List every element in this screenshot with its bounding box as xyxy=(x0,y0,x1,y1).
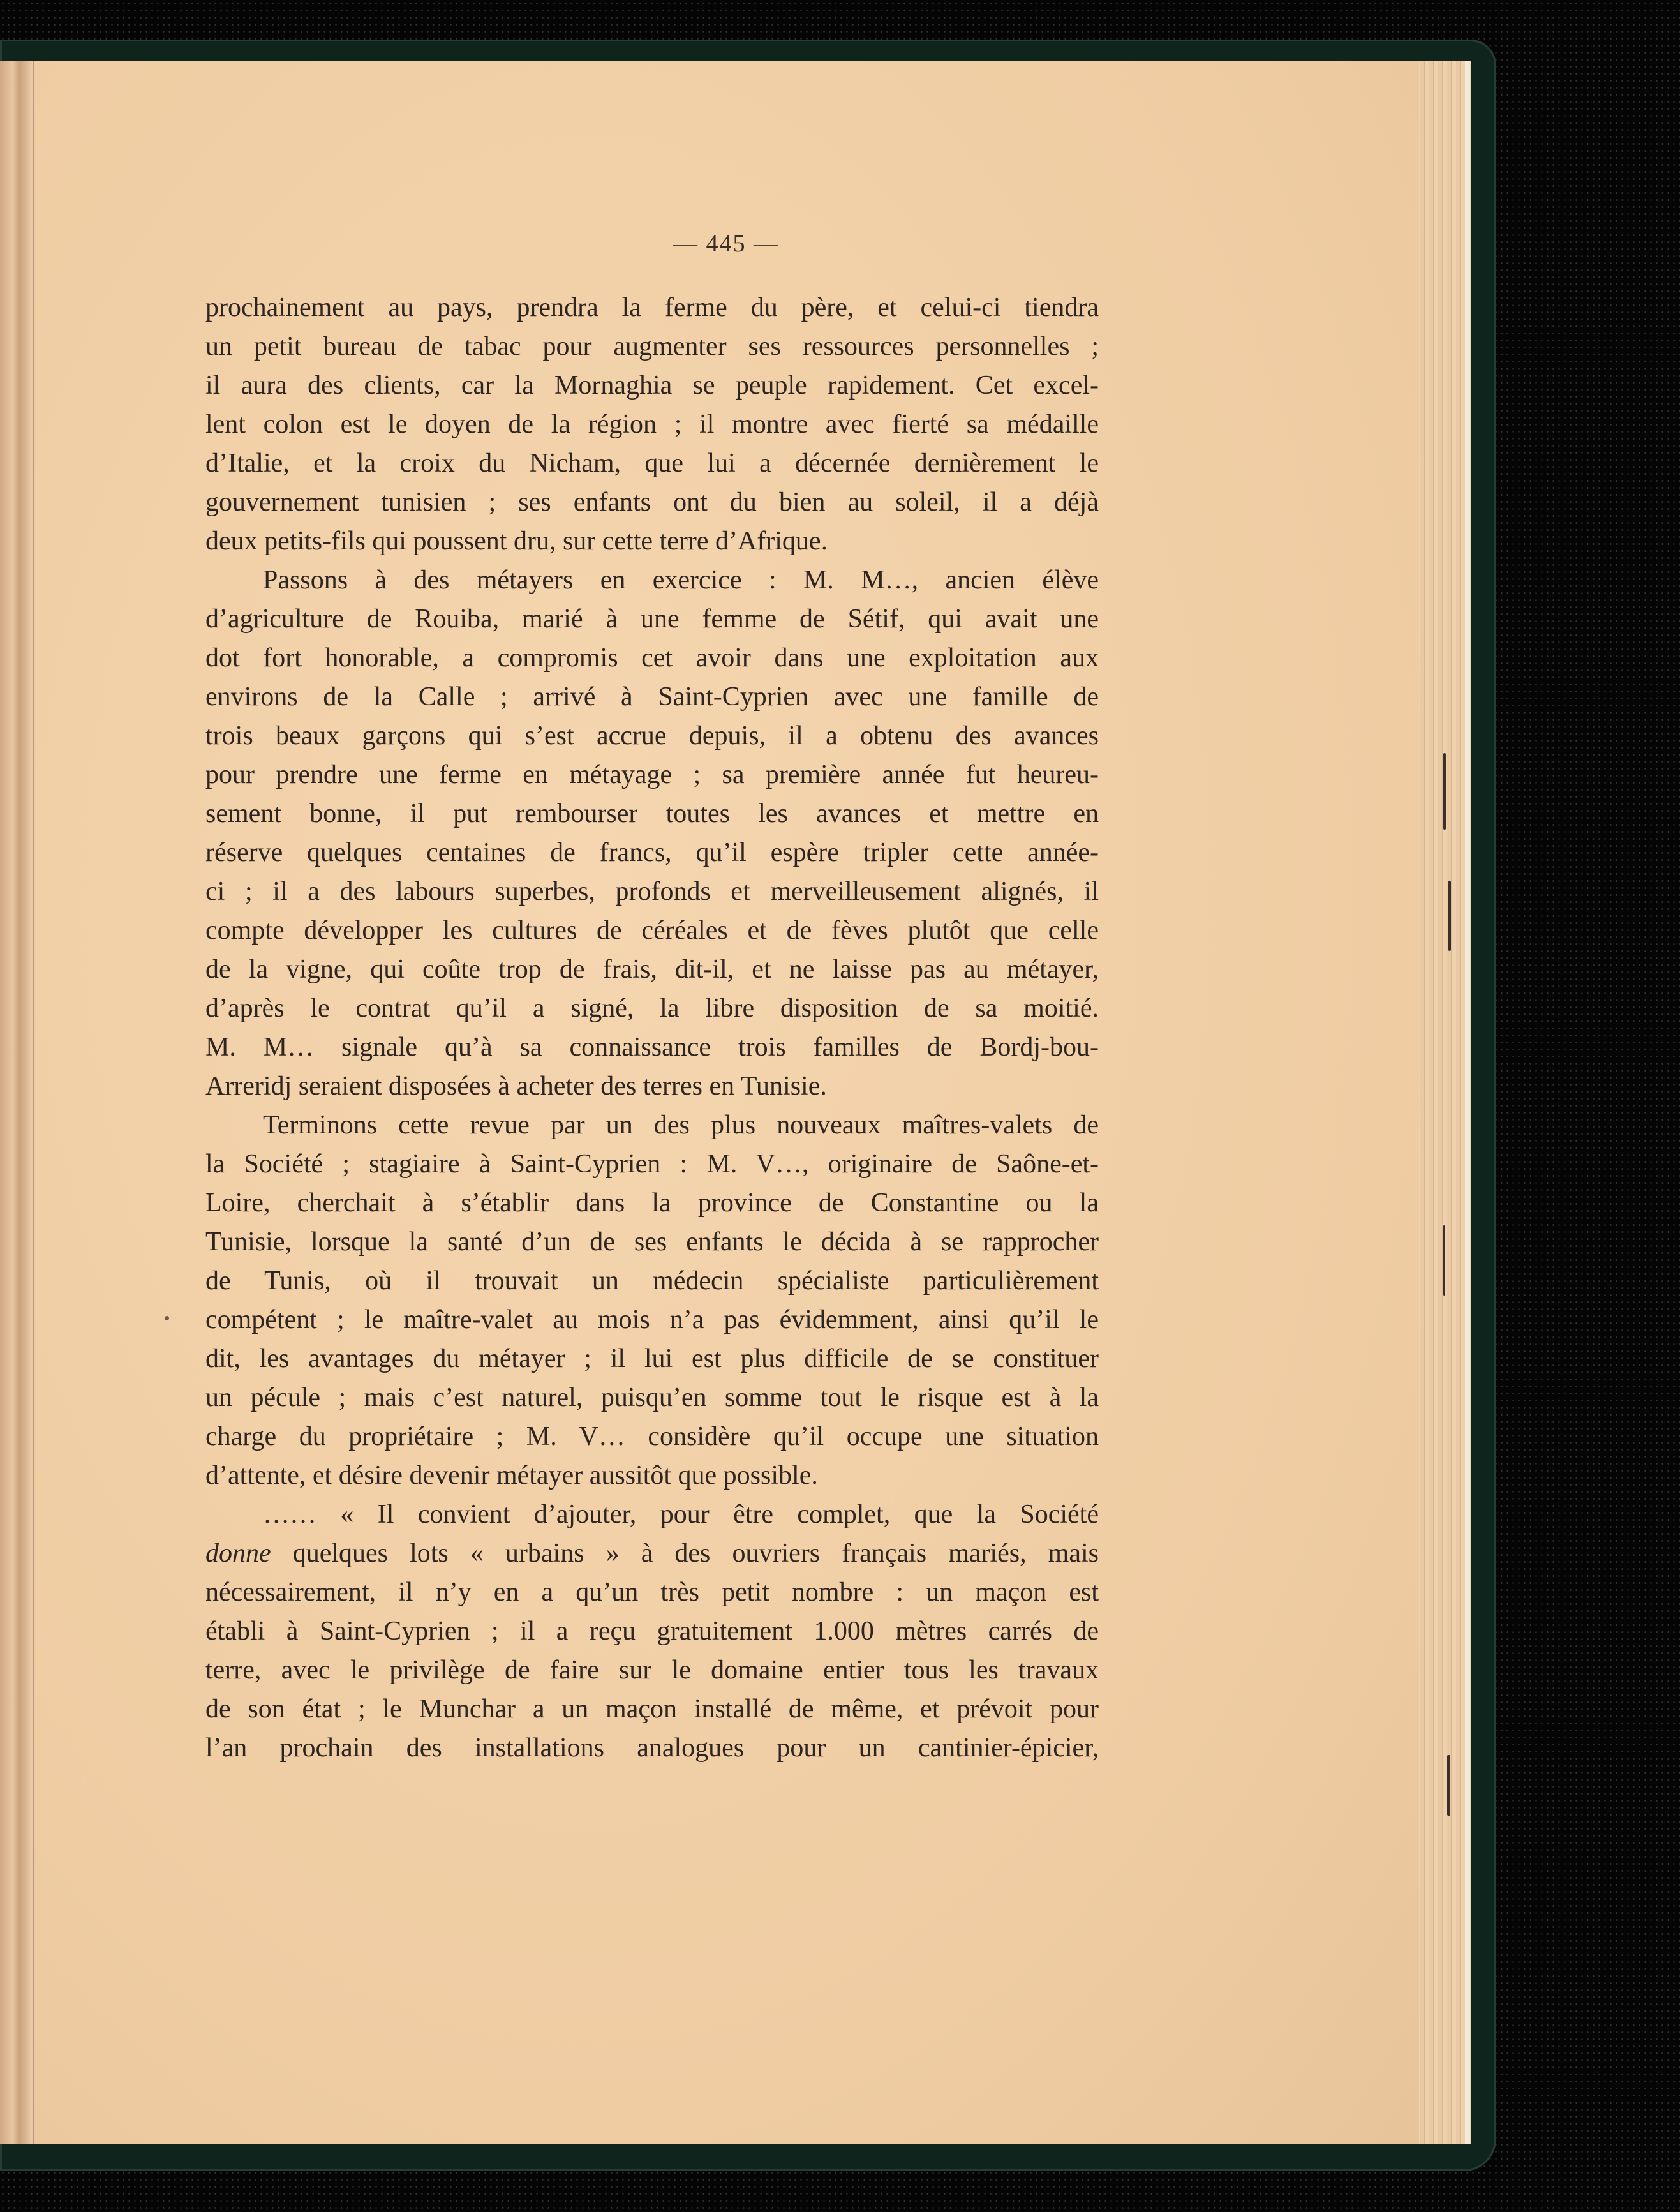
text-line: un pécule ; mais c’est naturel, puisqu’en somme tout le risque est à la xyxy=(205,1383,1099,1412)
text-line xyxy=(205,1534,1099,1573)
text-line: sement bonne, il put rembourser toutes les avances et mettre en xyxy=(205,799,1099,828)
text-line: charge du propriétaire ; M. V… considère qu’il occupe une situation xyxy=(205,1422,1099,1451)
text-line: gouvernement tunisien ; ses enfants ont du bien au soleil, il a déjà xyxy=(205,488,1099,517)
text-line: de la vigne, qui coûte trop de frais, dit-il, et ne laisse pas au métayer, xyxy=(205,955,1099,984)
text-line: un petit bureau de tabac pour augmenter ses ressources personnelles ; xyxy=(205,332,1099,361)
paragraph-start: …… « Il convient d’ajouter, pour être complet, que la Société xyxy=(263,1500,1099,1529)
text-line: M. M… signale qu’à sa connaissance trois familles de Bordj-bou- xyxy=(205,1033,1099,1062)
italic-word: donne xyxy=(205,1539,271,1568)
text-line: prochainement au pays, prendra la ferme du père, et celui-ci tiendra xyxy=(205,293,1099,322)
text-line: compte développer les cultures de céréales et de fèves plutôt que celle xyxy=(205,916,1099,945)
text-line: dot fort honorable, a compromis cet avoir dans une exploitation aux xyxy=(205,643,1099,673)
text-line: terre, avec le privilège de faire sur le domaine entier tous les travaux xyxy=(205,1655,1099,1685)
text-line: lent colon est le doyen de la région ; il montre avec fierté sa médaille xyxy=(205,410,1099,439)
text-line: Tunisie, lorsque la santé d’un de ses enfants le décida à se rapprocher xyxy=(205,1227,1099,1257)
text-line: d’Italie, et la croix du Nicham, que lui a décernée dernièrement le xyxy=(205,449,1099,478)
text-line: dit, les avantages du métayer ; il lui est plus difficile de se constituer xyxy=(205,1344,1099,1373)
text-line: ci ; il a des labours superbes, profonds et merveilleusement alignés, il xyxy=(205,877,1099,906)
text-line: de son état ; le Munchar a un maçon installé de même, et prévoit pour xyxy=(205,1694,1099,1724)
text-line: d’après le contrat qu’il a signé, la libre disposition de sa moitié. xyxy=(205,994,1099,1023)
text-line: il aura des clients, car la Mornaghia se peuple rapidement. Cet excel- xyxy=(205,371,1099,400)
text-line: compétent ; le maître-valet au mois n’a pas évidemment, ainsi qu’il le xyxy=(205,1305,1099,1334)
page-gutter xyxy=(0,61,34,2144)
text-line: deux petits-fils qui poussent dru, sur cette terre d’Afrique. xyxy=(205,527,828,556)
fore-edge-mark xyxy=(1443,1225,1445,1296)
page-edge xyxy=(1465,61,1470,2144)
text-line: nécessairement, il n’y en a qu’un très petit nombre : un maçon est xyxy=(205,1578,1099,1607)
text-line: établi à Saint-Cyprien ; il a reçu gratuitement 1.000 mètres carrés de xyxy=(205,1617,1099,1646)
text-line: trois beaux garçons qui s’est accrue depuis, il a obtenu des avances xyxy=(205,721,1099,751)
text-line-rest: quelques lots « urbains » à des ouvriers français mariés, mais xyxy=(271,1539,1099,1568)
fore-edge-mark xyxy=(1448,881,1451,951)
fore-edge-mark xyxy=(1447,1755,1450,1816)
text-line: de Tunis, où il trouvait un médecin spécialiste particulièrement xyxy=(205,1266,1099,1296)
text-line: Loire, cherchait à s’établir dans la province de Constantine ou la xyxy=(205,1188,1099,1218)
text-line: l’an prochain des installations analogues pour un cantinier-épicier, xyxy=(205,1733,1099,1763)
text-line: d’agriculture de Rouiba, marié à une femme de Sétif, qui avait une xyxy=(205,604,1099,634)
paragraph-start: Terminons cette revue par un des plus nouveaux maîtres-valets de xyxy=(263,1110,1099,1140)
text-line: Arreridj seraient disposées à acheter des terres en Tunisie. xyxy=(205,1072,827,1101)
text-line: la Société ; stagiaire à Saint-Cyprien : M. V…, originaire de Saône-et- xyxy=(205,1149,1099,1179)
text-line: réserve quelques centaines de francs, qu’il espère tripler cette année- xyxy=(205,838,1099,867)
page-number: — 445 — xyxy=(673,230,779,257)
text-line: pour prendre une ferme en métayage ; sa première année fut heureu- xyxy=(205,760,1099,789)
body-text xyxy=(205,288,1099,1768)
text-line: d’attente, et désire devenir métayer aussitôt que possible. xyxy=(205,1461,818,1490)
margin-mark xyxy=(165,1316,169,1320)
paragraph-start: Passons à des métayers en exercice : M. M…, ancien élève xyxy=(263,565,1099,595)
text-line: environs de la Calle ; arrivé à Saint-Cyprien avec une famille de xyxy=(205,682,1099,712)
fore-edge-mark xyxy=(1443,753,1446,830)
